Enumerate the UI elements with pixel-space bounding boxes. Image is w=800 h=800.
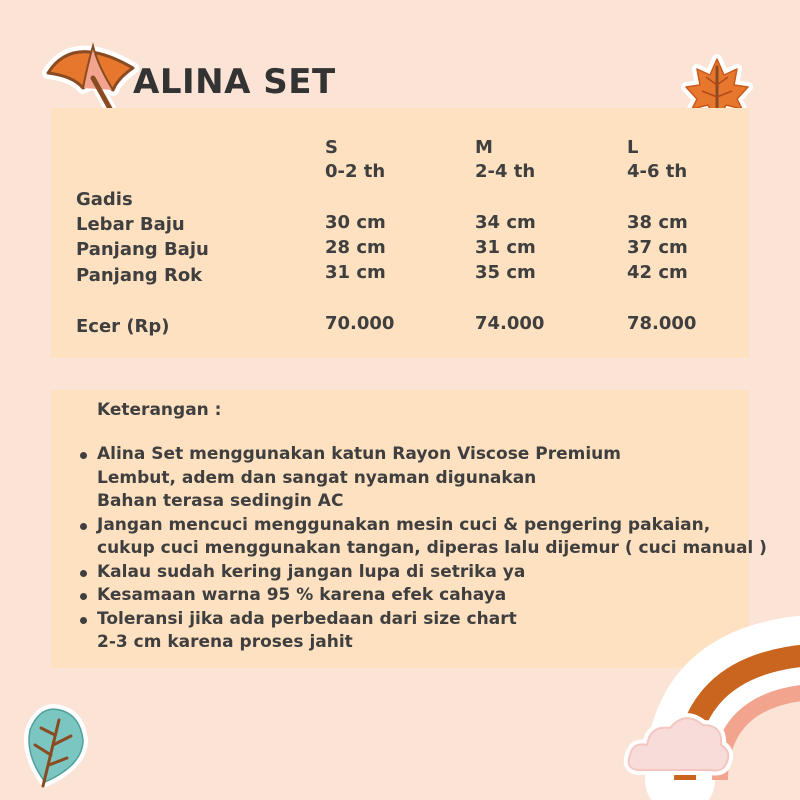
notes-list <box>78 443 767 655</box>
row-value: 28 cm <box>325 237 386 258</box>
note-line: Alina Set menggunakan katun Rayon Viscose Premium <box>97 444 621 464</box>
row-value: 31 cm <box>325 262 386 283</box>
section-label: Gadis <box>76 189 133 210</box>
price-value: 78.000 <box>627 313 697 334</box>
cloud-icon <box>625 700 735 780</box>
row-value: 30 cm <box>325 212 386 233</box>
price-value: 70.000 <box>325 313 395 334</box>
row-value: 37 cm <box>627 237 688 258</box>
list-item <box>78 561 767 585</box>
note-line: 2-3 cm karena proses jahit <box>97 632 353 652</box>
size-age-l: 4-6 th <box>627 161 688 182</box>
list-item <box>78 514 767 561</box>
bullet-icon <box>80 452 87 459</box>
size-label-l: L <box>627 137 639 158</box>
note-line: Kesamaan warna 95 % karena efek cahaya <box>97 585 507 605</box>
price-label: Ecer (Rp) <box>76 316 170 337</box>
leaf-icon <box>15 700 95 790</box>
row-label-lebar-baju: Lebar Baju <box>76 214 185 235</box>
size-age-m: 2-4 th <box>475 161 536 182</box>
row-value: 34 cm <box>475 212 536 233</box>
price-value: 74.000 <box>475 313 545 334</box>
page-title: ALINA SET <box>133 62 336 102</box>
row-value: 31 cm <box>475 237 536 258</box>
row-value: 38 cm <box>627 212 688 233</box>
row-value: 35 cm <box>475 262 536 283</box>
bullet-icon <box>80 593 87 600</box>
note-line: Kalau sudah kering jangan lupa di setrika ya <box>97 561 526 582</box>
list-item <box>78 443 767 514</box>
row-label-panjang-baju: Panjang Baju <box>76 239 209 260</box>
bullet-icon <box>80 617 87 624</box>
row-label-panjang-rok: Panjang Rok <box>76 265 203 286</box>
notes-heading: Keterangan : <box>97 400 222 420</box>
size-age-s: 0-2 th <box>325 161 386 182</box>
row-value: 42 cm <box>627 262 688 283</box>
list-item <box>78 584 767 608</box>
size-label-m: M <box>475 137 493 158</box>
note-line: Lembut, adem dan sangat nyaman digunakan <box>97 467 537 488</box>
bullet-icon <box>80 570 87 577</box>
size-label-s: S <box>325 137 338 158</box>
bullet-icon <box>80 523 87 530</box>
note-line: Bahan terasa sedingin AC <box>97 491 344 511</box>
note-line: Jangan mencuci menggunakan mesin cuci & pengering pakaian, <box>97 514 711 535</box>
note-line: cukup cuci menggunakan tangan, diperas lalu dijemur ( cuci manual ) <box>97 538 767 558</box>
note-line: Toleransi jika ada perbedaan dari size chart <box>97 608 517 629</box>
